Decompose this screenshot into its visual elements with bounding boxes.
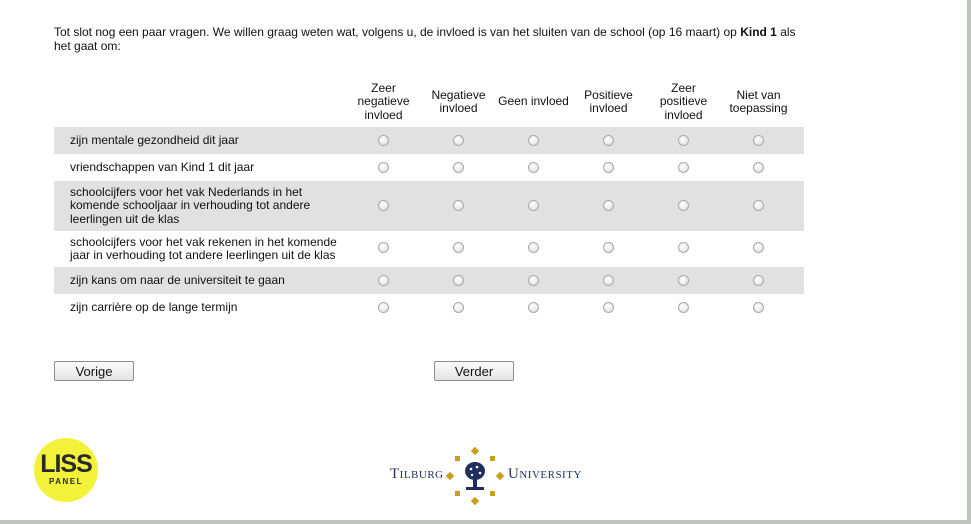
radio-option[interactable]	[678, 242, 689, 253]
column-header-zeer-positief: Zeer positieve invloed	[659, 80, 708, 122]
radio-option[interactable]	[453, 162, 464, 173]
radio-option[interactable]	[378, 302, 389, 313]
tilburg-logo-left: Tilburg	[390, 466, 444, 482]
tilburg-logo-right: University	[508, 466, 582, 482]
radio-option[interactable]	[378, 200, 389, 211]
previous-button[interactable]: Vorige	[54, 361, 134, 381]
radio-option[interactable]	[528, 275, 539, 286]
column-header-negatief: Negatieve invloed	[431, 87, 486, 115]
row-label: vriendschappen van Kind 1 dit jaar	[70, 159, 255, 174]
radio-option[interactable]	[678, 275, 689, 286]
tilburg-emblem-icon	[446, 447, 504, 505]
radio-option[interactable]	[378, 242, 389, 253]
radio-option[interactable]	[603, 275, 614, 286]
column-header-geen: Geen invloed	[498, 94, 569, 109]
radio-option[interactable]	[603, 302, 614, 313]
row-label: schoolcijfers voor het vak Nederlands in het komende schooljaar in verhouding tot andere leerlingen uit de klas	[70, 184, 311, 226]
question-row	[54, 154, 804, 181]
intro-text: Tot slot nog een paar vragen. We willen graag weten wat, volgens u, de invloed is van het sluiten van de school (op 16 maart) op Kind 1 als het gaat om:	[54, 25, 796, 53]
radio-option[interactable]	[678, 302, 689, 313]
radio-option[interactable]	[378, 162, 389, 173]
radio-option[interactable]	[453, 135, 464, 146]
column-header-niet-van-toepassing: Niet van toepassing	[729, 87, 788, 115]
radio-option[interactable]	[753, 275, 764, 286]
row-label: zijn mentale gezondheid dit jaar	[70, 132, 239, 147]
radio-option[interactable]	[678, 162, 689, 173]
column-header-positief: Positieve invloed	[584, 87, 633, 115]
radio-option[interactable]	[603, 162, 614, 173]
row-label: zijn carrière op de lange termijn	[70, 299, 238, 314]
question-row	[54, 267, 804, 294]
question-row	[54, 181, 804, 231]
question-row	[54, 231, 804, 267]
radio-option[interactable]	[528, 162, 539, 173]
radio-option[interactable]	[603, 242, 614, 253]
radio-option[interactable]	[753, 162, 764, 173]
next-button[interactable]: Verder	[434, 361, 514, 381]
radio-option[interactable]	[453, 200, 464, 211]
radio-option[interactable]	[528, 242, 539, 253]
radio-option[interactable]	[753, 302, 764, 313]
liss-panel-logo	[34, 438, 98, 502]
radio-option[interactable]	[678, 135, 689, 146]
column-header-zeer-negatief: Zeer negatieve invloed	[357, 80, 410, 122]
radio-option[interactable]	[753, 200, 764, 211]
radio-option[interactable]	[528, 135, 539, 146]
radio-option[interactable]	[528, 200, 539, 211]
child-name: Kind 1	[740, 25, 777, 39]
row-label: schoolcijfers voor het vak rekenen in het komende jaar in verhouding tot andere leerlingen uit de klas	[70, 234, 337, 262]
radio-option[interactable]	[753, 242, 764, 253]
radio-option[interactable]	[603, 135, 614, 146]
radio-option[interactable]	[528, 302, 539, 313]
radio-option[interactable]	[453, 242, 464, 253]
liss-logo-subtitle: PANEL	[48, 477, 84, 486]
radio-option[interactable]	[453, 302, 464, 313]
row-label: zijn kans om naar de universiteit te gaan	[70, 272, 285, 287]
radio-option[interactable]	[378, 275, 389, 286]
radio-option[interactable]	[453, 275, 464, 286]
radio-option[interactable]	[378, 135, 389, 146]
radio-option[interactable]	[678, 200, 689, 211]
question-row	[54, 294, 804, 321]
question-row	[54, 127, 804, 154]
liss-logo-title: LISS	[40, 450, 92, 478]
radio-option[interactable]	[753, 135, 764, 146]
radio-option[interactable]	[603, 200, 614, 211]
